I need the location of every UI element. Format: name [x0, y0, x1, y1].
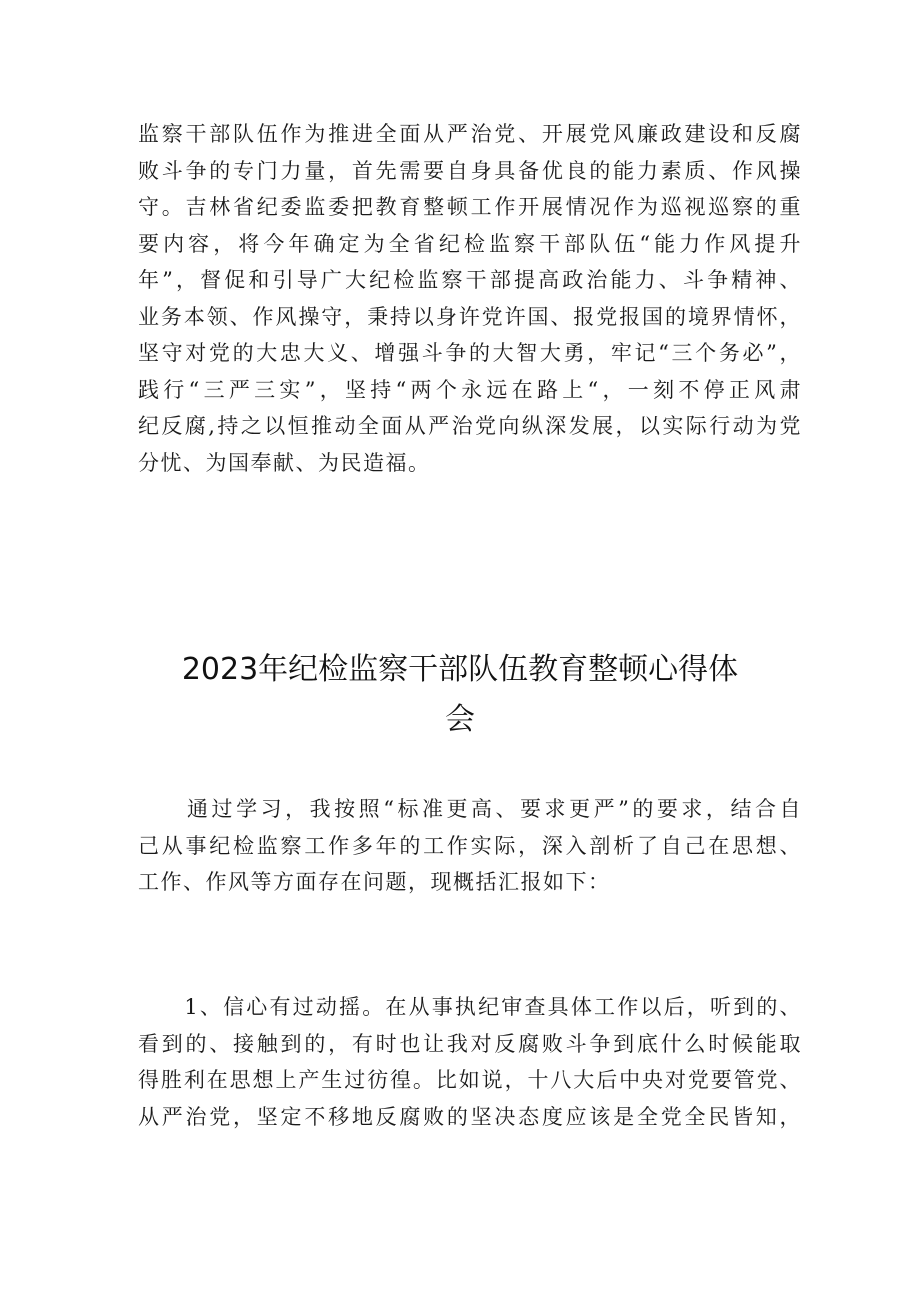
- text-line: 看到的、接触到的，有时也让我对反腐败斗争到底什么时候能取: [138, 1031, 802, 1056]
- text-line: 1、信心有过动摇。在从事执纪审查具体工作以后，听到的、: [138, 995, 802, 1019]
- text-line: 业务本领、作风操守，秉持以身许党许国、报党报国的境界情怀，: [138, 304, 802, 329]
- text-line: 败斗争的专门力量，首先需要自身具备优良的能力素质、作风操: [138, 158, 802, 183]
- text-line: 工作、作风等方面存在问题，现概括汇报如下：: [138, 870, 611, 894]
- text-line: 分忧、为国奉献、为民造福。: [138, 450, 431, 475]
- text-line: 践行“三严三实”，坚持“两个永远在路上“，一刻不停正风肃: [138, 377, 802, 402]
- document-title: [120, 645, 800, 745]
- text-line: 通过学习，我按照“标准更高、要求更严”的要求，结合自: [138, 797, 802, 821]
- text-line: 从严治党，坚定不移地反腐败的坚决态度应该是全党全民皆知，: [138, 1104, 802, 1129]
- text-line: 坚守对党的大忠大义、增强斗争的大智大勇，牢记“三个务必”，: [138, 341, 802, 365]
- text-line: 得胜利在思想上产生过彷徨。比如说，十八大后中央对党要管党、: [138, 1068, 802, 1092]
- text-line: 己从事纪检监察工作多年的工作实际，深入剖析了自己在思想、: [138, 833, 802, 858]
- text-line: 纪反腐,持之以恒推动全面从严治党向纵深发展，以实际行动为党: [138, 414, 802, 438]
- body-paragraph-2: [138, 791, 802, 901]
- text-line: 要内容，将今年确定为全省纪检监察干部队伍“能力作风提升: [138, 231, 802, 256]
- text-line: 监察干部队伍作为推进全面从严治党、开展党风廉政建设和反腐: [138, 122, 802, 146]
- title-line: 会: [445, 702, 475, 737]
- text-line: 守。吉林省纪委监委把教育整顿工作开展情况作为巡视巡察的重: [138, 195, 802, 219]
- body-paragraph-1: [138, 116, 802, 481]
- title-line: 2023年纪检监察干部队伍教育整顿心得体: [181, 652, 739, 687]
- body-paragraph-3: [138, 989, 802, 1135]
- text-line: 年”，督促和引导广大纪检监察干部提高政治能力、斗争精神、: [138, 268, 802, 292]
